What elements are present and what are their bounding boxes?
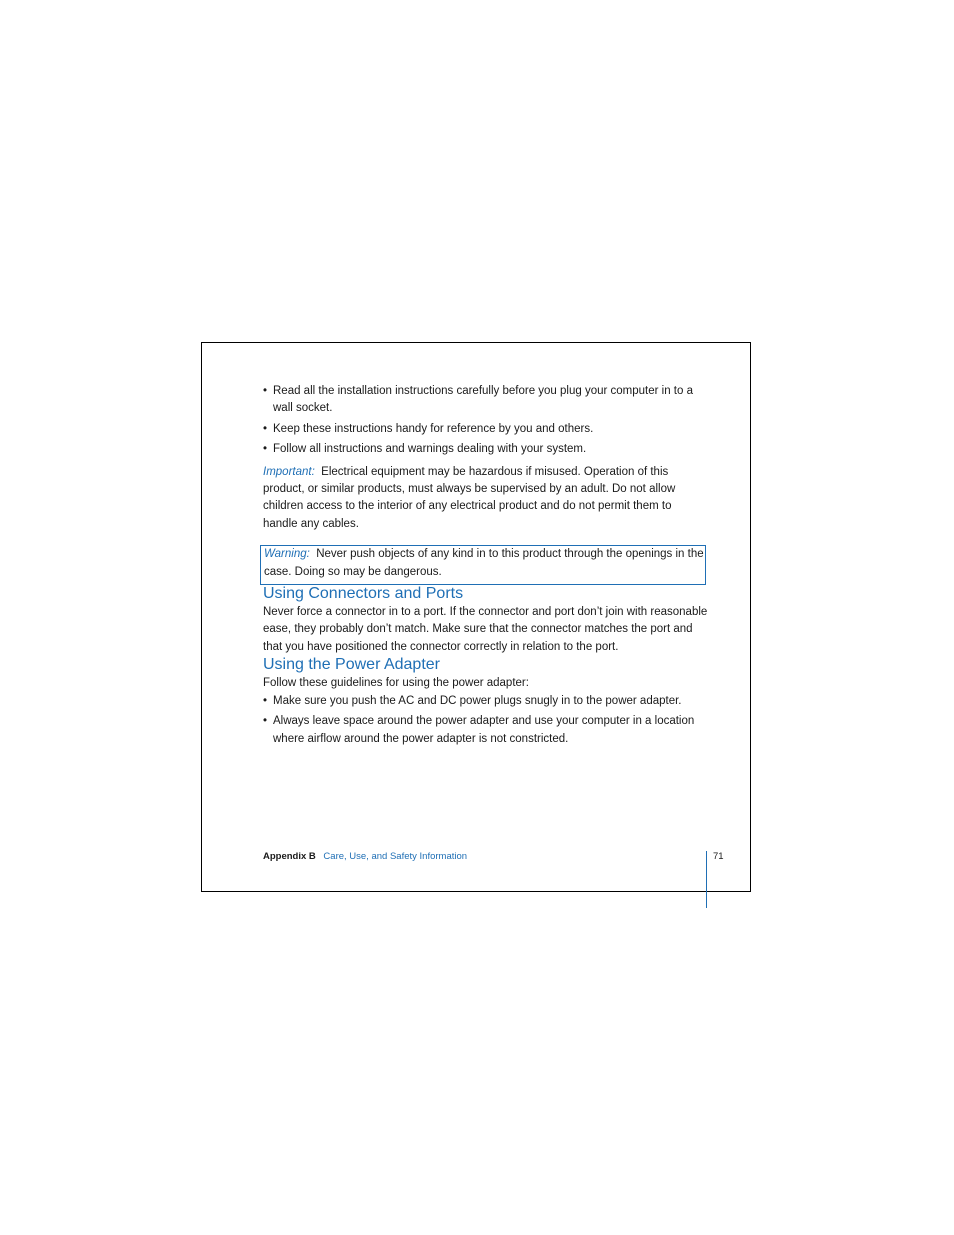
power-adapter-intro: Follow these guidelines for using the power adapter: bbox=[263, 677, 529, 690]
list-item: • Follow all instructions and warnings dealing with your system. bbox=[263, 441, 708, 458]
footer-divider bbox=[706, 851, 707, 908]
footer-chapter-title: Care, Use, and Safety Information bbox=[323, 851, 468, 862]
power-adapter-heading: Using the Power Adapter bbox=[263, 656, 440, 674]
warning-box bbox=[260, 545, 706, 585]
page-footer bbox=[263, 851, 726, 863]
intro-bullet-list bbox=[263, 383, 708, 459]
important-text: Electrical equipment may be hazardous if misused. Operation of this product, or similar products, must always be supervised by an adult. Do not allow children access to the interior of any electrical product and do not permit them to handle any cables. bbox=[263, 465, 676, 530]
list-item: • Keep these instructions handy for reference by you and others. bbox=[263, 421, 708, 438]
list-item: • Make sure you push the AC and DC power plugs snugly in to the power adapter. bbox=[263, 693, 708, 710]
connectors-body: Never force a connector in to a port. If the connector and port don’t join with reasonable ease, they probably don’t match. Make sure that the connector matches the port and that you have positioned the connector correctly in relation to the port. bbox=[263, 606, 708, 653]
power-adapter-bullet-list bbox=[263, 693, 708, 748]
important-label: Important: bbox=[263, 465, 315, 478]
warning-label: Warning: bbox=[264, 548, 310, 561]
list-item: • Always leave space around the power adapter and use your computer in a location where airflow around the power adapter is not constricted. bbox=[263, 713, 708, 748]
connectors-heading: Using Connectors and Ports bbox=[263, 585, 464, 603]
list-item: • Read all the installation instructions carefully before you plug your computer in to a wall socket. bbox=[263, 383, 708, 418]
page-content bbox=[263, 383, 708, 751]
page-number: 71 bbox=[713, 851, 724, 862]
important-note bbox=[263, 464, 708, 534]
footer-appendix: Appendix B bbox=[263, 851, 316, 862]
warning-text: Never push objects of any kind in to this product through the openings in the case. Doing so may be dangerous. bbox=[264, 548, 704, 578]
